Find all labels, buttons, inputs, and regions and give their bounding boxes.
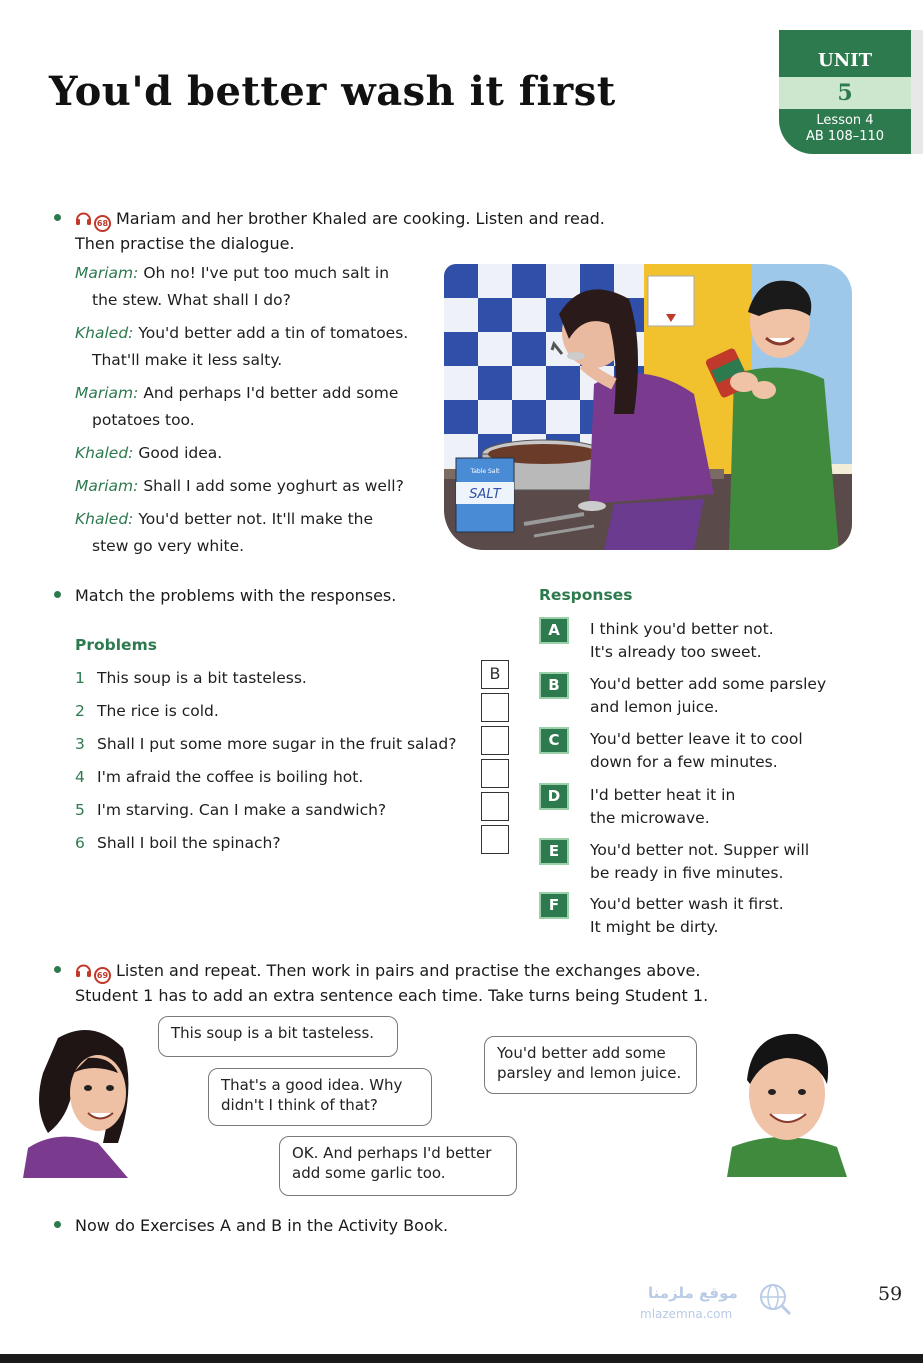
answer-box[interactable] [481, 759, 509, 788]
section1-line1: Mariam and her brother Khaled are cooking. Listen and read. [116, 209, 605, 228]
bubble-text: This soup is a bit tasteless. [171, 1024, 375, 1042]
problem-item [75, 669, 307, 687]
dialogue-text: You'd better add a tin of tomatoes. [138, 324, 409, 342]
answer-box[interactable] [481, 825, 509, 854]
girl-portrait [18, 1018, 148, 1178]
dialogue-text-cont: stew go very white. [92, 537, 245, 555]
match-instruction: Match the problems with the responses. [75, 586, 397, 605]
activity-book-instruction: Now do Exercises A and B in the Activity Book. [75, 1216, 449, 1235]
section3-line2: Student 1 has to add an extra sentence each time. Take turns being Student 1. [75, 986, 709, 1005]
problem-text: Shall I put some more sugar in the fruit salad? [97, 735, 457, 753]
dialogue-text-cont: That'll make it less salty. [92, 351, 283, 369]
problem-number: 3 [75, 735, 85, 753]
problem-item [75, 801, 386, 819]
response-text [590, 728, 910, 774]
answer-box[interactable] [481, 792, 509, 821]
response-text [590, 673, 910, 719]
ab-pages: AB 108–110 [805, 129, 885, 144]
response-line: and lemon juice. [590, 698, 719, 716]
bubble-text: parsley and lemon juice. [497, 1064, 682, 1082]
bottom-rule [0, 1354, 923, 1363]
salt-label: SALT [469, 487, 501, 502]
bubble-text: add some garlic too. [292, 1164, 446, 1182]
dialogue-line [75, 320, 435, 374]
cd-track-icon: 69 [94, 967, 111, 984]
section3-line1: Listen and repeat. Then work in pairs and practise the exchanges above. [116, 961, 701, 980]
speech-bubble [208, 1068, 432, 1126]
bubble-text: OK. And perhaps I'd better [292, 1144, 492, 1162]
response-letter-badge: E [539, 838, 569, 865]
section-bullet [54, 591, 61, 598]
section1-instruction [75, 207, 775, 255]
problem-number: 1 [75, 669, 85, 687]
answer-box[interactable] [481, 726, 509, 755]
response-text [590, 893, 910, 939]
unit-label: UNIT [818, 50, 872, 71]
problem-text: This soup is a bit tasteless. [97, 669, 307, 687]
dialogue-line [75, 260, 435, 314]
response-line: down for a few minutes. [590, 753, 778, 771]
speech-bubble [484, 1036, 697, 1094]
response-letter-badge: F [539, 892, 569, 919]
response-text [590, 784, 910, 830]
problem-text: The rice is cold. [97, 702, 219, 720]
response-line: You'd better wash it first. [590, 895, 784, 913]
cd-track-icon: 68 [94, 215, 111, 232]
speaker: Khaled: [75, 324, 134, 342]
problem-text: I'm afraid the coffee is boiling hot. [97, 768, 364, 786]
response-line: It's already too sweet. [590, 643, 762, 661]
response-line: the microwave. [590, 809, 710, 827]
headphones-icon [75, 209, 92, 224]
watermark-latin: mlazemna.com [640, 1307, 733, 1321]
problem-item [75, 735, 456, 753]
problem-text: Shall I boil the spinach? [97, 834, 281, 852]
speaker: Mariam: [75, 477, 139, 495]
dialogue-text: And perhaps I'd better add some [143, 384, 399, 402]
section-bullet [54, 214, 61, 221]
dialogue-text: You'd better not. It'll make the [138, 510, 374, 528]
response-line: be ready in five minutes. [590, 864, 784, 882]
page-number: 59 [878, 1283, 903, 1305]
answer-box[interactable]: B [481, 660, 509, 689]
lesson-label: Lesson 4 [816, 113, 874, 128]
bubble-text: didn't I think of that? [221, 1096, 378, 1114]
responses-heading: Responses [539, 586, 633, 604]
response-line: You'd better leave it to cool [590, 730, 803, 748]
page-title: You'd better wash it first [49, 68, 616, 115]
response-letter-badge: B [539, 672, 569, 699]
kitchen-illustration [444, 264, 852, 550]
speech-bubble [158, 1016, 398, 1057]
unit-tab [779, 30, 911, 154]
problem-item [75, 834, 281, 852]
answer-box[interactable] [481, 693, 509, 722]
response-line: It might be dirty. [590, 918, 719, 936]
dialogue-line [75, 473, 435, 500]
dialogue-text: Shall I add some yoghurt as well? [143, 477, 404, 495]
response-line: You'd better not. Supper will [590, 841, 810, 859]
bubble-text: That's a good idea. Why [221, 1076, 403, 1094]
response-text [590, 618, 910, 664]
dialogue [75, 260, 435, 560]
kitchen-scene [444, 264, 852, 550]
response-line: You'd better add some parsley [590, 675, 827, 693]
speech-bubble [279, 1136, 517, 1196]
problem-item [75, 702, 219, 720]
dialogue-line [75, 380, 435, 434]
response-line: I think you'd better not. [590, 620, 774, 638]
table-salt-label: Table Salt [470, 468, 500, 475]
speaker: Mariam: [75, 384, 139, 402]
problem-number: 5 [75, 801, 85, 819]
response-letter-badge: A [539, 617, 569, 644]
problems-heading: Problems [75, 636, 157, 654]
section-bullet [54, 1221, 61, 1228]
globe-icon [758, 1282, 792, 1316]
problem-number: 6 [75, 834, 85, 852]
speaker: Khaled: [75, 510, 134, 528]
unit-number: 5 [779, 77, 911, 109]
lesson-info [779, 113, 911, 145]
section1-line2: Then practise the dialogue. [75, 234, 295, 253]
problem-text: I'm starving. Can I make a sandwich? [97, 801, 387, 819]
headphones-icon [75, 961, 92, 976]
problem-number: 2 [75, 702, 85, 720]
response-text [590, 839, 910, 885]
problem-number: 4 [75, 768, 85, 786]
speaker: Khaled: [75, 444, 134, 462]
dialogue-text: Good idea. [138, 444, 223, 462]
section-bullet [54, 966, 61, 973]
speaker: Mariam: [75, 264, 139, 282]
response-letter-badge: D [539, 783, 569, 810]
tab-edge [911, 30, 923, 154]
bubble-text: You'd better add some [497, 1044, 666, 1062]
dialogue-text-cont: the stew. What shall I do? [92, 291, 291, 309]
watermark-arabic: موقع ملزمنا [648, 1284, 738, 1302]
response-line: I'd better heat it in [590, 786, 736, 804]
boy-portrait [722, 1022, 852, 1177]
section3-instruction [75, 959, 895, 1007]
dialogue-line [75, 506, 435, 560]
response-letter-badge: C [539, 727, 569, 754]
dialogue-text-cont: potatoes too. [92, 411, 195, 429]
dialogue-line [75, 440, 435, 467]
problem-item [75, 768, 363, 786]
dialogue-text: Oh no! I've put too much salt in [143, 264, 390, 282]
